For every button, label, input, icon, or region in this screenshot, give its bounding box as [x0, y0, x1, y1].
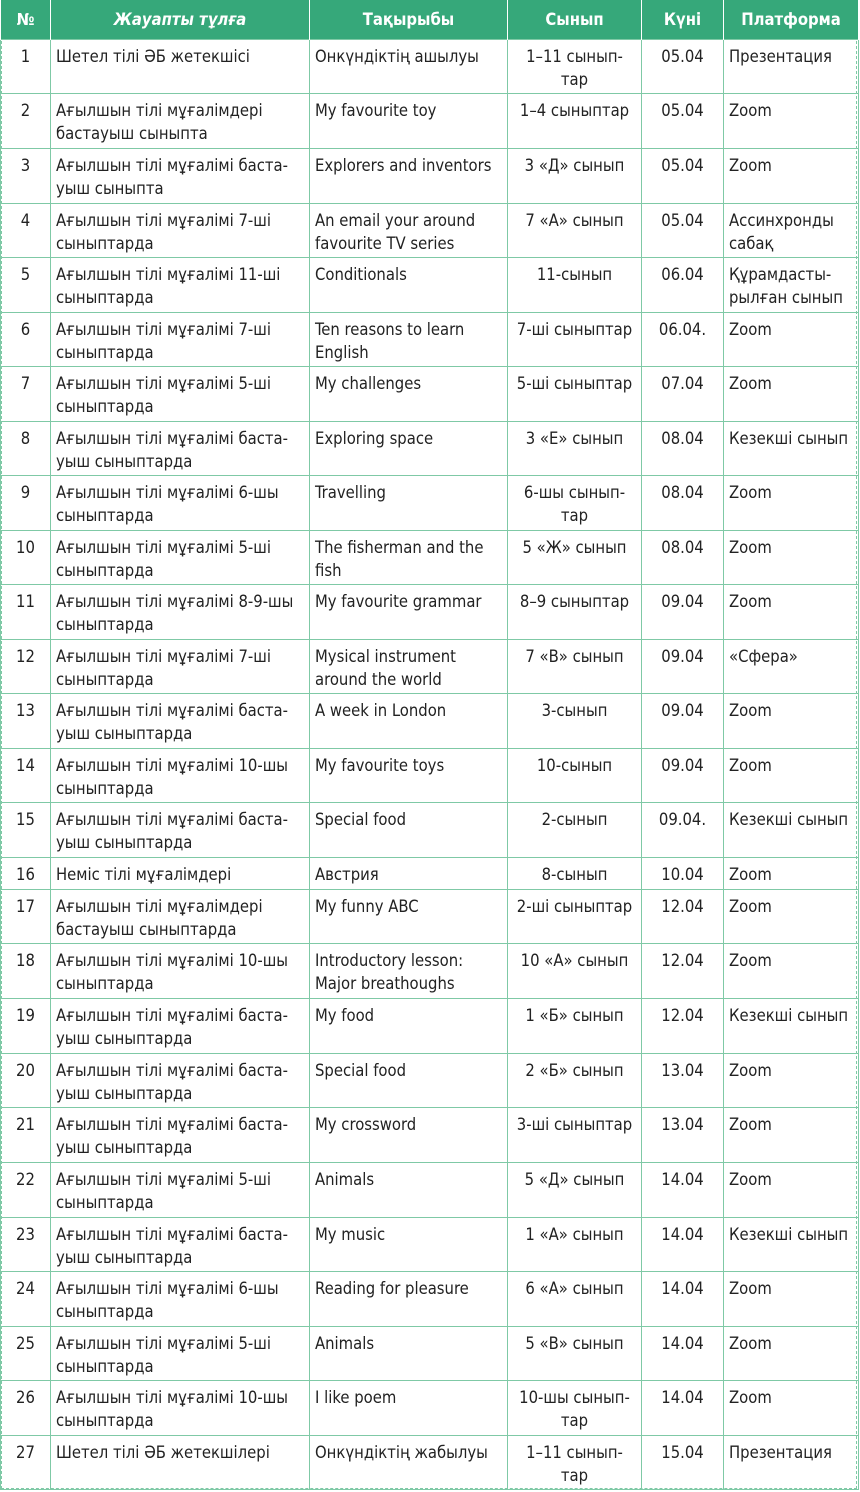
- cell-topic: Special food: [310, 803, 508, 858]
- cell-grade: 5 «Ж» сынып: [508, 531, 642, 585]
- cell-num: 24: [1, 1272, 51, 1327]
- cell-num: 2: [1, 94, 51, 149]
- table-row: [1, 803, 859, 858]
- cell-grade: 3-ші сыныптар: [508, 1108, 642, 1163]
- table-row: [1, 749, 859, 803]
- cell-person: Ағылшын тілі мұғалімі баста- уыш сыныптарда: [51, 694, 310, 749]
- cell-grade: 6-шы сынып- тар: [508, 476, 642, 531]
- cell-platform: Кезекші сынып: [724, 422, 859, 476]
- cell-topic: Exploring space: [310, 422, 508, 476]
- table-row: [1, 1163, 859, 1218]
- cell-topic: My favourite grammar: [310, 585, 508, 640]
- cell-date: 06.04: [642, 258, 724, 313]
- cell-grade: 5 «В» сынып: [508, 1327, 642, 1381]
- table-row: [1, 1327, 859, 1381]
- cell-person: Неміс тілі мұғалімдері: [51, 858, 310, 890]
- table-body: [1, 40, 859, 1490]
- cell-platform: Zoom: [724, 367, 859, 422]
- cell-person: Ағылшын тілі мұғалімі баста- уыш сыныпта: [51, 149, 310, 204]
- header-topic: Тақырыбы: [310, 0, 508, 40]
- cell-person: Ағылшын тілі мұғалімі баста- уыш сыныптарда: [51, 999, 310, 1054]
- table-row: [1, 1272, 859, 1327]
- cell-num: 19: [1, 999, 51, 1054]
- cell-platform: Zoom: [724, 476, 859, 531]
- cell-grade: 6 «А» сынып: [508, 1272, 642, 1327]
- cell-person: Ағылшын тілі мұғалімі 5-ші сыныптарда: [51, 531, 310, 585]
- table-row: [1, 585, 859, 640]
- cell-person: Ағылшын тілі мұғалімі 11-ші сыныптарда: [51, 258, 310, 313]
- cell-num: 26: [1, 1381, 51, 1436]
- table-row: [1, 694, 859, 749]
- cell-person: Ағылшын тілі мұғалімі 10-шы сыныптарда: [51, 1381, 310, 1436]
- table-row: [1, 40, 859, 94]
- cell-grade: 3-сынып: [508, 694, 642, 749]
- cell-date: 12.04: [642, 999, 724, 1054]
- header-person: Жауапты тұлға: [51, 0, 310, 40]
- cell-grade: 7 «В» сынып: [508, 640, 642, 694]
- cell-num: 27: [1, 1436, 51, 1490]
- table-row: [1, 1381, 859, 1436]
- table-row: [1, 890, 859, 944]
- cell-platform: Zoom: [724, 890, 859, 944]
- cell-platform: Zoom: [724, 944, 859, 999]
- table-row: [1, 1054, 859, 1108]
- cell-person: Ағылшын тілі мұғалімі 10-шы сыныптарда: [51, 944, 310, 999]
- cell-grade: 1 «А» сынып: [508, 1218, 642, 1272]
- cell-topic: I like poem: [310, 1381, 508, 1436]
- cell-topic: Онкүндіктің ашылуы: [310, 40, 508, 94]
- cell-person: Ағылшын тілі мұғалімі 5-ші сыныптарда: [51, 1163, 310, 1218]
- cell-person: Ағылшын тілі мұғалімдері бастауыш сыныптарда: [51, 890, 310, 944]
- cell-grade: 2-сынып: [508, 803, 642, 858]
- cell-topic: Explorers and inventors: [310, 149, 508, 204]
- cell-topic: My food: [310, 999, 508, 1054]
- cell-person: Ағылшын тілі мұғалімі баста- уыш сыныптарда: [51, 1054, 310, 1108]
- table-row: [1, 944, 859, 999]
- cell-date: 08.04: [642, 476, 724, 531]
- cell-topic: Animals: [310, 1163, 508, 1218]
- cell-topic: Conditionals: [310, 258, 508, 313]
- cell-date: 13.04: [642, 1108, 724, 1163]
- cell-num: 3: [1, 149, 51, 204]
- cell-grade: 10-шы сынып- тар: [508, 1381, 642, 1436]
- cell-person: Ағылшын тілі мұғалімі 7-ші сыныптарда: [51, 313, 310, 367]
- cell-topic: Reading for pleasure: [310, 1272, 508, 1327]
- cell-date: 09.04: [642, 585, 724, 640]
- cell-num: 11: [1, 585, 51, 640]
- cell-date: 09.04: [642, 694, 724, 749]
- cell-num: 9: [1, 476, 51, 531]
- cell-topic: My funny ABC: [310, 890, 508, 944]
- table-row: [1, 531, 859, 585]
- cell-grade: 1 «Б» сынып: [508, 999, 642, 1054]
- cell-date: 09.04: [642, 749, 724, 803]
- cell-grade: 5 «Д» сынып: [508, 1163, 642, 1218]
- cell-grade: 10-сынып: [508, 749, 642, 803]
- cell-person: Ағылшын тілі мұғалімі баста- уыш сыныптарда: [51, 1108, 310, 1163]
- cell-num: 15: [1, 803, 51, 858]
- header-platform: Платформа: [724, 0, 859, 40]
- cell-num: 6: [1, 313, 51, 367]
- cell-grade: 2-ші сыныптар: [508, 890, 642, 944]
- cell-topic: An email your around favourite TV series: [310, 204, 508, 258]
- cell-num: 13: [1, 694, 51, 749]
- cell-platform: Zoom: [724, 1327, 859, 1381]
- cell-grade: 10 «А» сынып: [508, 944, 642, 999]
- cell-num: 4: [1, 204, 51, 258]
- cell-num: 17: [1, 890, 51, 944]
- table-row: [1, 640, 859, 694]
- cell-topic: My favourite toys: [310, 749, 508, 803]
- cell-topic: Онкүндіктің жабылуы: [310, 1436, 508, 1490]
- cell-grade: 3 «Е» сынып: [508, 422, 642, 476]
- table-row: [1, 1218, 859, 1272]
- cell-person: Ағылшын тілі мұғалімі баста- уыш сыныптарда: [51, 803, 310, 858]
- cell-person: Ағылшын тілі мұғалімі 5-ші сыныптарда: [51, 1327, 310, 1381]
- cell-date: 10.04: [642, 858, 724, 890]
- cell-person: Ағылшын тілі мұғалімі 5-ші сыныптарда: [51, 367, 310, 422]
- cell-date: 06.04.: [642, 313, 724, 367]
- cell-platform: Кезекші сынып: [724, 1218, 859, 1272]
- header-num: №: [1, 0, 51, 40]
- cell-topic: My crossword: [310, 1108, 508, 1163]
- table-row: [1, 999, 859, 1054]
- cell-topic: Introductory lesson: Major breathoughs: [310, 944, 508, 999]
- header-row: [1, 0, 859, 40]
- cell-topic: Special food: [310, 1054, 508, 1108]
- header-grade: Сынып: [508, 0, 642, 40]
- cell-grade: 2 «Б» сынып: [508, 1054, 642, 1108]
- cell-grade: 8–9 сыныптар: [508, 585, 642, 640]
- cell-platform: Ассинхронды сабақ: [724, 204, 859, 258]
- cell-platform: Zoom: [724, 531, 859, 585]
- cell-num: 8: [1, 422, 51, 476]
- cell-platform: Zoom: [724, 1272, 859, 1327]
- cell-platform: Zoom: [724, 1108, 859, 1163]
- cell-grade: 8-сынып: [508, 858, 642, 890]
- cell-platform: Кезекші сынып: [724, 803, 859, 858]
- cell-num: 20: [1, 1054, 51, 1108]
- cell-person: Ағылшын тілі мұғалімі 6-шы сыныптарда: [51, 476, 310, 531]
- cell-topic: Travelling: [310, 476, 508, 531]
- cell-person: Шетел тілі ӘБ жетекшісі: [51, 40, 310, 94]
- table-row: [1, 149, 859, 204]
- cell-person: Ағылшын тілі мұғалімі 8-9-шы сыныптарда: [51, 585, 310, 640]
- cell-date: 05.04: [642, 40, 724, 94]
- cell-grade: 5-ші сыныптар: [508, 367, 642, 422]
- cell-grade: 1–11 сынып- тар: [508, 40, 642, 94]
- cell-topic: Австрия: [310, 858, 508, 890]
- cell-date: 12.04: [642, 890, 724, 944]
- cell-num: 22: [1, 1163, 51, 1218]
- table-row: [1, 313, 859, 367]
- cell-platform: Zoom: [724, 1163, 859, 1218]
- table-row: [1, 1436, 859, 1490]
- header-date: Күні: [642, 0, 724, 40]
- cell-person: Ағылшын тілі мұғалімі 7-ші сыныптарда: [51, 640, 310, 694]
- table-row: [1, 1108, 859, 1163]
- cell-platform: Zoom: [724, 749, 859, 803]
- cell-topic: Ten reasons to learn English: [310, 313, 508, 367]
- cell-topic: My music: [310, 1218, 508, 1272]
- cell-platform: Zoom: [724, 858, 859, 890]
- cell-num: 23: [1, 1218, 51, 1272]
- cell-grade: 7-ші сыныптар: [508, 313, 642, 367]
- cell-platform: Презентация: [724, 1436, 859, 1490]
- cell-grade: 11-сынып: [508, 258, 642, 313]
- cell-topic: A week in London: [310, 694, 508, 749]
- cell-date: 05.04: [642, 204, 724, 258]
- cell-person: Ағылшын тілі мұғалімдері бастауыш сыныпта: [51, 94, 310, 149]
- cell-num: 14: [1, 749, 51, 803]
- cell-person: Шетел тілі ӘБ жетекшілері: [51, 1436, 310, 1490]
- cell-person: Ағылшын тілі мұғалімі 7-ші сыныптарда: [51, 204, 310, 258]
- cell-num: 12: [1, 640, 51, 694]
- cell-platform: Кезекші сынып: [724, 999, 859, 1054]
- cell-date: 08.04: [642, 422, 724, 476]
- cell-date: 09.04: [642, 640, 724, 694]
- cell-grade: 1–4 сыныптар: [508, 94, 642, 149]
- cell-topic: My favourite toy: [310, 94, 508, 149]
- cell-date: 13.04: [642, 1054, 724, 1108]
- cell-num: 25: [1, 1327, 51, 1381]
- cell-platform: Zoom: [724, 313, 859, 367]
- cell-topic: The fisherman and the fish: [310, 531, 508, 585]
- cell-date: 14.04: [642, 1327, 724, 1381]
- cell-num: 1: [1, 40, 51, 94]
- cell-date: 15.04: [642, 1436, 724, 1490]
- cell-date: 14.04: [642, 1272, 724, 1327]
- table-header: [1, 0, 859, 40]
- cell-platform: Презентация: [724, 40, 859, 94]
- cell-grade: 1–11 сынып- тар: [508, 1436, 642, 1490]
- table-row: [1, 367, 859, 422]
- cell-date: 09.04.: [642, 803, 724, 858]
- cell-platform: Құрамдасты- рылған сынып: [724, 258, 859, 313]
- cell-platform: Zoom: [724, 694, 859, 749]
- table-row: [1, 204, 859, 258]
- cell-topic: Mysical instrument around the world: [310, 640, 508, 694]
- cell-num: 21: [1, 1108, 51, 1163]
- cell-date: 05.04: [642, 149, 724, 204]
- cell-topic: Animals: [310, 1327, 508, 1381]
- cell-platform: Zoom: [724, 149, 859, 204]
- table-row: [1, 258, 859, 313]
- cell-date: 08.04: [642, 531, 724, 585]
- cell-platform: Zoom: [724, 1381, 859, 1436]
- cell-date: 12.04: [642, 944, 724, 999]
- cell-grade: 7 «А» сынып: [508, 204, 642, 258]
- cell-date: 14.04: [642, 1218, 724, 1272]
- cell-platform: Zoom: [724, 94, 859, 149]
- table-row: [1, 476, 859, 531]
- cell-platform: Zoom: [724, 1054, 859, 1108]
- table-row: [1, 858, 859, 890]
- table-row: [1, 422, 859, 476]
- cell-person: Ағылшын тілі мұғалімі баста- уыш сыныптарда: [51, 422, 310, 476]
- cell-person: Ағылшын тілі мұғалімі 10-шы сыныптарда: [51, 749, 310, 803]
- cell-num: 16: [1, 858, 51, 890]
- cell-date: 14.04: [642, 1163, 724, 1218]
- cell-num: 7: [1, 367, 51, 422]
- cell-date: 14.04: [642, 1381, 724, 1436]
- table-row: [1, 94, 859, 149]
- cell-topic: My challenges: [310, 367, 508, 422]
- cell-num: 18: [1, 944, 51, 999]
- cell-platform: «Сфера»: [724, 640, 859, 694]
- cell-platform: Zoom: [724, 585, 859, 640]
- cell-grade: 3 «Д» сынып: [508, 149, 642, 204]
- cell-date: 07.04: [642, 367, 724, 422]
- cell-num: 10: [1, 531, 51, 585]
- cell-person: Ағылшын тілі мұғалімі 6-шы сыныптарда: [51, 1272, 310, 1327]
- cell-num: 5: [1, 258, 51, 313]
- cell-date: 05.04: [642, 94, 724, 149]
- cell-person: Ағылшын тілі мұғалімі баста- уыш сыныптарда: [51, 1218, 310, 1272]
